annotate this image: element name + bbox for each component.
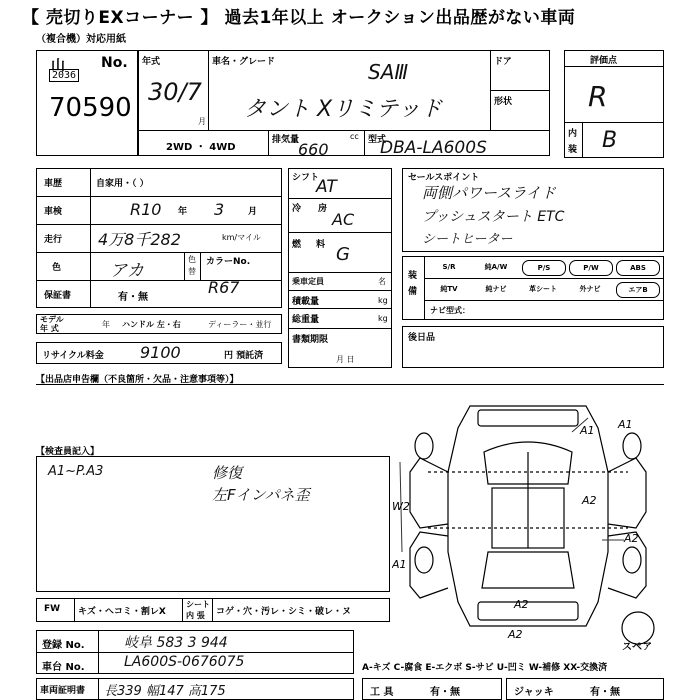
damage-mark-a2-bumper: A2 xyxy=(508,628,523,641)
score-value: R xyxy=(588,80,608,113)
form-subtitle: （複合機）対応用紙 xyxy=(36,34,126,45)
legend-interior: コゲ・穴・汚レ・シミ・破レ・ヌ xyxy=(216,607,352,617)
model-year-value: 年 xyxy=(102,320,110,329)
grade-value: SAⅢ xyxy=(368,60,409,84)
capacity-unit: 名 xyxy=(378,277,386,286)
interior-label-1: 内 xyxy=(568,129,578,139)
color-change-1: 色 xyxy=(188,255,196,264)
chassis-no-label: 車台 No. xyxy=(42,662,85,673)
shift-value: AT xyxy=(316,177,337,197)
color-no-label: カラーNo. xyxy=(206,257,251,267)
cert-value: 長339 幅147 高175 xyxy=(104,684,226,699)
declaration-label: 【出品店申告欄（不良箇所・欠品・注意事項等）】 xyxy=(36,375,239,385)
interior-label-2: 装 xyxy=(568,145,578,155)
jack-value: 有・無 xyxy=(590,687,620,698)
weight-label: 総重量 xyxy=(292,315,320,325)
color-no-value: R67 xyxy=(208,278,240,297)
inspection-era: R10 xyxy=(130,200,162,219)
equipment-chip: 外ナビ xyxy=(579,285,601,293)
recycle-value: 9100 xyxy=(140,343,181,362)
model-year-label-2: 年 式 xyxy=(40,324,59,333)
color-label: 色 xyxy=(52,263,62,273)
inspector-note-dash: 左Fインパネ歪 xyxy=(212,486,310,504)
inspector-note-left: A1~P.A3 xyxy=(48,464,104,479)
name-grade-label: 車名・グレード xyxy=(212,57,276,67)
equipment-chip: S/R xyxy=(442,263,456,271)
chassis-no-value: LA600S-0676075 xyxy=(124,654,245,670)
inspection-month-value: 3 xyxy=(214,200,225,219)
selling-point-1: 両側パワースライド xyxy=(422,184,556,202)
weight-unit: kg xyxy=(378,314,388,323)
damage-mark-a2-right: A2 xyxy=(582,494,597,507)
color-change-2: 替 xyxy=(188,267,196,276)
capacity-label: 乗車定員 xyxy=(292,277,324,286)
fuel-label-1: 燃 xyxy=(292,240,302,250)
recycle-label: リサイクル料金 xyxy=(42,351,104,361)
aircon-label-1: 冷 xyxy=(292,204,302,214)
aircon-label-2: 房 xyxy=(318,204,328,214)
load-label: 積載量 xyxy=(292,297,320,307)
fuel-value: G xyxy=(336,244,350,265)
damage-mark-w2: W2 xyxy=(392,500,410,513)
reg-no-value: 岐阜 583 3 944 xyxy=(124,635,228,651)
color-value: アカ xyxy=(110,261,144,281)
model-year-label-1: モデル xyxy=(40,315,64,324)
recycle-unit: 円 預託済 xyxy=(224,351,264,361)
damage-code-legend: A-キズ C-腐食 E-エクボ S-サビ U-凹ミ W-補修 XX-交換済 xyxy=(362,663,608,673)
shift-label: シフト xyxy=(292,173,320,183)
aircon-value: AC xyxy=(332,210,355,229)
inspector-label: 【検査員記入】 xyxy=(36,447,100,457)
jack-label: ジャッキ xyxy=(514,687,554,698)
equipment-chip: 純TV xyxy=(440,285,458,293)
lot-number: 70590 xyxy=(49,93,132,123)
vehicle-name-value: タント Xリミテッド xyxy=(244,97,443,122)
legend-sheet-2: 内 張 xyxy=(186,611,205,620)
warranty-value: 有・無 xyxy=(118,292,148,303)
legend-exterior: キズ・ヘコミ・割レX xyxy=(78,607,166,617)
history-label: 車歴 xyxy=(44,179,63,189)
model-value: DBA-LA600S xyxy=(380,138,487,158)
damage-mark-a2-door: A2 xyxy=(624,532,639,545)
shape-label: 形状 xyxy=(494,97,513,107)
equipment-chip: ABS xyxy=(616,260,660,276)
lot-sub-number: 2036 xyxy=(49,69,79,82)
damage-mark-a2-rear: A2 xyxy=(514,598,529,611)
legend-sheet-1: シート xyxy=(186,600,210,609)
displacement-unit: cc xyxy=(350,132,359,141)
car-damage-diagram xyxy=(392,392,664,650)
inspection-year-label: 年 xyxy=(178,207,188,217)
inspector-note-repair: 修復 xyxy=(212,464,243,482)
spare-label: スペア xyxy=(622,642,652,650)
mileage-unit: km/マイル xyxy=(222,233,261,242)
reg-no-label: 登録 No. xyxy=(42,640,85,651)
cert-label: 車両証明書 xyxy=(40,686,86,696)
selling-point-2: プッシュスタート ETC xyxy=(422,209,565,225)
tool-value: 有・無 xyxy=(430,687,460,698)
displacement-label: 排気量 xyxy=(272,135,300,145)
legend-fw: FW xyxy=(44,604,61,614)
mileage-label: 走行 xyxy=(44,235,63,245)
notes-label: 後日品 xyxy=(408,333,436,343)
lot-yama-label: 山 xyxy=(51,58,65,74)
equipment-chip: エアB xyxy=(616,282,660,298)
load-unit: kg xyxy=(378,296,388,305)
navi-model-label: ナビ型式： xyxy=(430,306,470,315)
handle-label: ハンドル 左・右 xyxy=(122,320,181,329)
equipment-chip: 純ナビ xyxy=(485,285,507,293)
damage-mark-a1-top: A1 xyxy=(580,424,595,437)
lot-no-label: No. xyxy=(101,55,128,71)
equipment-label-2: 備 xyxy=(408,287,418,297)
model-label: 型式 xyxy=(368,135,387,145)
door-label: ドア xyxy=(494,57,512,67)
lot-number-box xyxy=(36,50,138,156)
equipment-chip: P/W xyxy=(569,260,613,276)
notes-block xyxy=(402,326,664,368)
doc-deadline-label: 書類期限 xyxy=(292,335,329,345)
interior-value: B xyxy=(602,128,618,153)
displacement-value: 660 xyxy=(298,140,329,159)
auction-banner: 【 売切りEXコーナー 】 過去1年以上 オークション出品歴がない車両 xyxy=(0,0,700,36)
mileage-value: 4万8千282 xyxy=(98,230,181,249)
inspection-label: 車検 xyxy=(44,207,63,217)
year-value: 30/7 xyxy=(148,78,202,106)
drive-label: 2WD ・ 4WD xyxy=(166,142,236,153)
score-label: 評価点 xyxy=(590,56,618,66)
inspection-month-label: 月 xyxy=(248,207,258,217)
tool-label: 工 具 xyxy=(370,687,394,698)
warranty-label: 保証書 xyxy=(44,291,72,301)
equipment-chip: P/S xyxy=(522,260,566,276)
doc-deadline-unit: 月 日 xyxy=(336,355,355,364)
history-value: 自家用・（ ） xyxy=(96,179,149,189)
selling-points-label: セールスポイント xyxy=(408,173,480,183)
equipment-chip: 純A/W xyxy=(484,263,508,271)
selling-point-3: シートヒーター xyxy=(422,232,513,247)
year-month-suffix: 月 xyxy=(198,117,206,126)
damage-mark-a1-left: A1 xyxy=(392,558,407,571)
fuel-label-2: 料 xyxy=(316,240,326,250)
equipment-label-1: 装 xyxy=(408,271,418,281)
equipment-chip: 革シート xyxy=(529,285,557,293)
year-label: 年式 xyxy=(142,57,161,67)
dealer-label: ディーラー・並行 xyxy=(208,320,272,329)
damage-mark-a1-front: A1 xyxy=(618,418,633,431)
